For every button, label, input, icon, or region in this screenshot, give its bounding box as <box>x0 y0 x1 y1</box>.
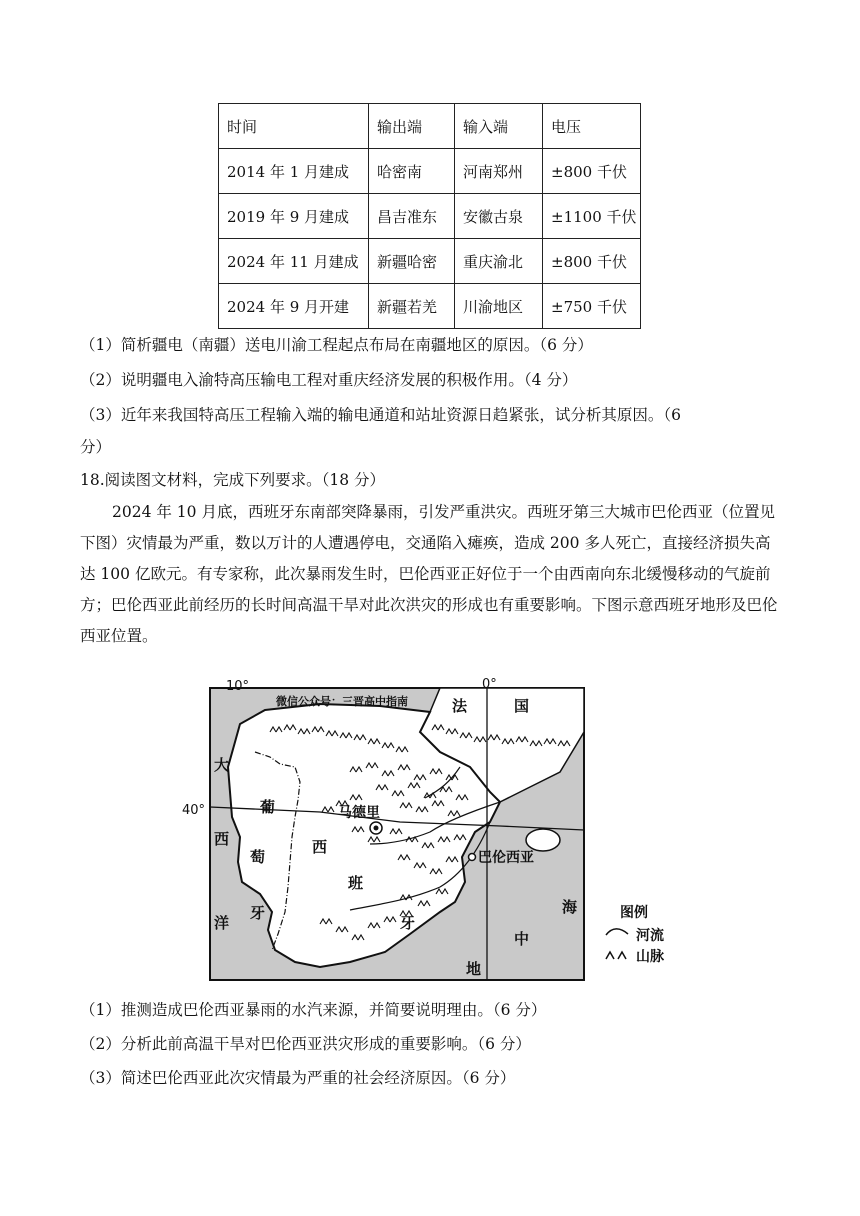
balearic-island <box>526 829 560 851</box>
map-svg <box>182 672 700 987</box>
q18-question-2: （2）分析此前高温干旱对巴伦西亚洪灾形成的重要影响。（6 分） <box>80 1035 531 1053</box>
table-cell: 2014 年 1 月建成 <box>219 149 369 194</box>
atlantic-label-2: 西 <box>214 830 230 848</box>
madrid-label: 马德里 <box>338 805 380 821</box>
portugal-label-3: 牙 <box>250 904 266 922</box>
watermark-text: 微信公众号：三晋高中指南 <box>276 695 408 708</box>
spain-terrain-map <box>182 672 700 987</box>
table-row <box>219 149 641 194</box>
table-cell: 重庆渝北 <box>455 239 543 284</box>
q18-material-text: 2024 年 10 月底，西班牙东南部突降暴雨，引发严重洪灾。西班牙第三大城市巴伦西亚（位置见下图）灾情最为严重，数以万计的人遭遇停电，交通陷入瘫痪，造成 200 多人死亡，直接经济损失高达 100 亿欧元。有专家称，此次暴雨发生时，巴伦西亚正好位于一个由西南向东北缓慢移动的气旋前方；巴伦西亚此前经历的长时间高温干旱对此次洪灾的形成也有重要影响。下图示意西班牙地形及巴伦西亚位置。 <box>80 503 778 645</box>
mediterranean-label-1: 海 <box>562 898 578 916</box>
spain-label-2: 班 <box>348 874 364 892</box>
mediterranean-label-3: 地 <box>466 960 482 978</box>
table-cell: ±800 千伏 <box>543 149 641 194</box>
table-row <box>219 284 641 329</box>
spain-label-1: 西 <box>312 838 328 856</box>
valencia-marker <box>469 854 476 861</box>
france-label-1: 法 <box>452 697 468 715</box>
portugal-label-1: 葡 <box>260 798 276 816</box>
q18-question-3: （3）简述巴伦西亚此次灾情最为严重的社会经济原因。（6 分） <box>80 1069 516 1087</box>
table-cell: ±750 千伏 <box>543 284 641 329</box>
table-cell: ±1100 千伏 <box>543 194 641 239</box>
legend-mountain-label: 山脉 <box>636 949 664 965</box>
mediterranean-label-2: 中 <box>514 930 530 948</box>
table-cell: 安徽古泉 <box>455 194 543 239</box>
spain-label-3: 牙 <box>400 914 416 932</box>
q17-question-1: （1）简析疆电（南疆）送电川渝工程起点布局在南疆地区的原因。（6 分） <box>80 336 593 354</box>
table-header-cell: 电压 <box>543 104 641 149</box>
uhv-project-table <box>218 103 641 329</box>
valencia-label: 巴伦西亚 <box>478 850 534 866</box>
table-header-cell: 时间 <box>219 104 369 149</box>
q18-heading: 18.阅读图文材料，完成下列要求。（18 分） <box>80 471 386 489</box>
legend-title: 图例 <box>620 905 648 921</box>
q17-question-3: （3）近年来我国特高压工程输入端的输电通道和站址资源日趋紧张，试分析其原因。（6 <box>80 406 681 424</box>
atlantic-label-3: 洋 <box>214 914 230 932</box>
table-cell: 2024 年 11 月建成 <box>219 239 369 284</box>
madrid-marker-center <box>374 826 379 831</box>
q17-question-2: （2）说明疆电入渝特高压输电工程对重庆经济发展的积极作用。（4 分） <box>80 371 578 389</box>
table-row <box>219 194 641 239</box>
q18-question-1: （1）推测造成巴伦西亚暴雨的水汽来源，并简要说明理由。（6 分） <box>80 1001 547 1019</box>
table-cell: 哈密南 <box>369 149 455 194</box>
q18-material-paragraph <box>80 497 780 652</box>
table-header-cell: 输出端 <box>369 104 455 149</box>
table-cell: 河南郑州 <box>455 149 543 194</box>
portugal-label-2: 萄 <box>250 848 266 866</box>
legend-river-symbol <box>606 929 628 935</box>
table-cell: 川渝地区 <box>455 284 543 329</box>
table-header-row <box>219 104 641 149</box>
table-cell: ±800 千伏 <box>543 239 641 284</box>
table-header-cell: 输入端 <box>455 104 543 149</box>
lon-0-label: 0° <box>482 677 497 692</box>
lon-10w-label: 10° <box>226 679 250 694</box>
table-row <box>219 239 641 284</box>
legend-mountain-symbol <box>606 952 626 959</box>
q17-question-3-continued: 分） <box>80 438 112 456</box>
table-cell: 2024 年 9 月开建 <box>219 284 369 329</box>
france-label-2: 国 <box>514 697 530 715</box>
atlantic-label-1: 大 <box>214 756 230 774</box>
table-cell: 新疆哈密 <box>369 239 455 284</box>
table-cell: 新疆若羌 <box>369 284 455 329</box>
table-cell: 2019 年 9 月建成 <box>219 194 369 239</box>
legend-river-label: 河流 <box>636 928 664 944</box>
table-cell: 昌吉准东 <box>369 194 455 239</box>
lat-40-label: 40° <box>182 803 206 818</box>
